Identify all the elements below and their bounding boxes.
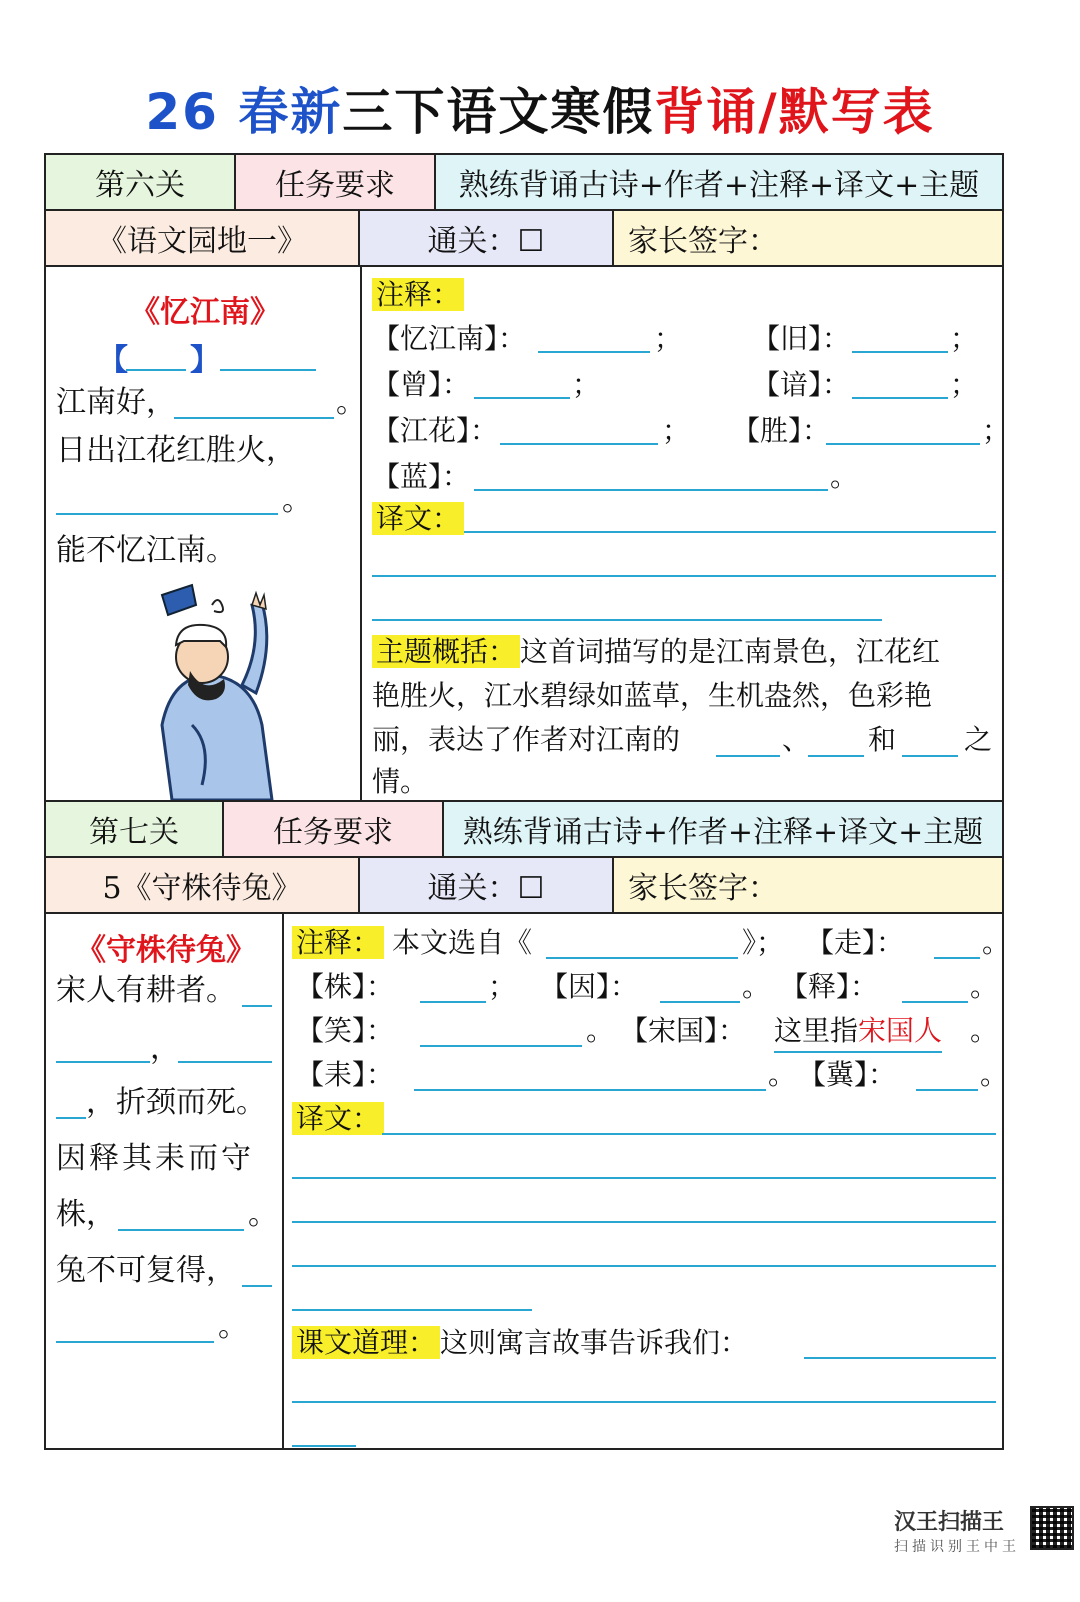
theme-blank-2[interactable] [808,755,864,757]
author-bracket-open: 【 [98,343,128,378]
translation-6-line-2[interactable] [372,575,996,577]
translation-6-line-3[interactable] [372,619,882,621]
note-an-end: ； [950,368,979,401]
scanner-brand: 汉王扫描王 [894,1510,1005,1535]
note-yijiangnan-blank[interactable] [538,351,650,353]
notes-label-6: 注释： [372,275,464,315]
note-an-blank[interactable] [852,397,948,399]
unit-6: 《语文园地一》 [46,211,360,267]
note-jianghua-blank[interactable] [500,443,658,445]
text-blank-5a[interactable] [242,1285,272,1287]
title-part-2: 三下语文寒假 [342,83,655,141]
pass-checkbox-7[interactable]: 通关：☐ [360,858,614,914]
translation-7-line-4[interactable] [292,1265,996,1267]
note-lan-blank[interactable] [474,489,828,491]
divider [360,267,362,802]
qr-code-icon [1030,1506,1074,1550]
note-source-post: 》； [742,926,785,959]
poem-line-1-end: 。 [336,385,366,420]
note-yijiangnan: 【忆江南】： [372,322,527,355]
poem-blank-1[interactable] [174,417,334,419]
theme-sep-1: 、 [782,723,811,756]
note-jianghua-end: ； [662,414,691,447]
note-songguo: 【宋国】： [620,1014,747,1047]
note-jiu: 【旧】： [752,322,851,355]
note-source-pre: 本文选自《 [392,926,533,959]
note-lei-blank[interactable] [414,1089,766,1091]
divider [282,914,284,1450]
scanner-sub: 扫描识别王中王 [894,1539,1020,1555]
note-zhu-blank[interactable] [420,1001,486,1003]
poem-blank-2[interactable] [56,513,278,515]
worksheet-table [44,153,1011,1450]
note-zou-end: 。 [982,926,1011,959]
text-line-4: 因释其耒而守 [56,1141,254,1176]
text-blank-2[interactable] [178,1061,272,1063]
note-xiao: 【笑】： [296,1014,395,1047]
note-ji-blank[interactable] [916,1089,978,1091]
translation-label-6: 译文： [372,499,464,539]
note-shi-end: 。 [970,970,999,1003]
text-blank-1b[interactable] [56,1061,150,1063]
theme-blank-1[interactable] [716,755,780,757]
moral-blank-3[interactable] [292,1445,356,1447]
note-songguo-answer: 这里指宋国人 [774,1011,942,1053]
poem-line-2: 日出江花红胜火， [56,433,296,468]
translation-6-line-1[interactable] [464,531,996,533]
task-label-7: 任务要求 [224,802,444,858]
note-lan: 【蓝】： [372,460,471,493]
moral-row: 课文道理： 这则寓言故事告诉我们： [292,1323,748,1363]
text-line-3: ，折颈而死。 [86,1085,266,1120]
moral-blank-1[interactable] [804,1357,996,1359]
title-part-3: 背诵/默写表 [654,83,935,141]
level-7-cell: 第七关 [46,802,224,858]
unit-7: 5《守株待兔》 [46,858,360,914]
poem-line-3-end: 。 [282,483,312,518]
note-songguo-end: 。 [970,1014,999,1047]
note-jianghua: 【江花】： [372,414,499,447]
note-ji: 【冀】： [798,1058,897,1091]
dynasty-blank[interactable] [126,369,186,371]
note-ceng-end: ； [572,368,601,401]
note-ji-end: 。 [980,1058,1009,1091]
theme-line-4: 情。 [372,765,429,798]
text-blank-4[interactable] [118,1229,244,1231]
translation-7-line-1[interactable] [382,1133,996,1135]
note-lei: 【耒】： [296,1058,395,1091]
task-label-6: 任务要求 [236,155,436,211]
text-period: 。 [248,1197,278,1232]
notes-label-7: 注释： [292,923,384,963]
note-yin-end: 。 [742,970,771,1003]
note-zou: 【走】： [806,926,905,959]
level-6-cell: 第六关 [46,155,236,211]
author-blank[interactable] [220,369,316,371]
pass-checkbox-6[interactable]: 通关：☐ [360,211,614,267]
text-end: 。 [218,1309,248,1344]
poem-title: 《忆江南》 [130,295,280,330]
note-sheng-end: ； [982,414,1011,447]
note-xiao-end: 。 [586,1014,615,1047]
poem-line-1: 江南好， [56,385,176,420]
note-source-blank[interactable] [546,957,738,959]
note-shi-blank[interactable] [902,1001,968,1003]
note-lan-end: 。 [830,460,859,493]
translation-7-line-3[interactable] [292,1221,996,1223]
theme-line-1: 主题概括： 这首词描写的是江南景色，江花红 [372,631,940,673]
note-sheng: 【胜】： [732,414,831,447]
note-jiu-blank[interactable] [852,351,948,353]
text-blank-3[interactable] [56,1117,86,1119]
note-jiu-end: ； [950,322,979,355]
text-title-7: 《守株待兔》 [76,933,256,968]
note-an: 【谙】： [752,368,851,401]
note-zou-blank[interactable] [934,957,980,959]
task-6: 熟练背诵古诗+作者+注释+译文+主题 [436,155,1002,211]
title-part-1: 26 春新 [145,83,343,141]
page-title [0,72,1080,144]
translation-7-line-5[interactable] [292,1309,532,1311]
text-line-5: 株， [56,1197,116,1232]
theme-line-3: 丽，表达了作者对江南的 [372,723,681,756]
task-7: 熟练背诵古诗+作者+注释+译文+主题 [444,802,1002,858]
note-yin-blank[interactable] [660,1001,740,1003]
text-blank-1a[interactable] [242,1005,272,1007]
note-zhu: 【株】： [296,970,395,1003]
text-line-6: 兔不可复得， [56,1253,236,1288]
text-line-1: 宋人有耕者。 [56,973,236,1008]
note-ceng: 【曾】： [372,368,471,401]
translation-label-7: 译文： [292,1099,384,1139]
theme-blank-3[interactable] [902,755,958,757]
translation-7-line-2[interactable] [292,1177,996,1179]
note-sheng-blank[interactable] [826,443,980,445]
note-yijiangnan-end: ； [654,322,683,355]
theme-line-2: 艳胜火，江水碧绿如蓝草，生机盎然，色彩艳 [372,679,933,712]
theme-sep-2: 和 [868,723,897,756]
note-lei-end: 。 [768,1058,797,1091]
author-bracket-close: 】 [190,343,220,378]
text-blank-5b[interactable] [56,1341,214,1343]
note-yin: 【因】： [540,970,639,1003]
note-ceng-blank[interactable] [474,397,570,399]
note-zhu-end: ； [488,970,517,1003]
moral-blank-2[interactable] [292,1401,996,1403]
theme-sep-3: 之 [964,723,993,756]
poet-illustration [132,575,292,800]
parent-signature-7[interactable]: 家长签字： [614,858,1002,914]
note-shi: 【释】： [780,970,879,1003]
parent-signature-6[interactable]: 家长签字： [614,211,1002,267]
scanner-logo [894,1505,1020,1556]
poem-line-4: 能不忆江南。 [56,533,236,568]
note-xiao-blank[interactable] [420,1045,582,1047]
text-comma: ， [150,1031,180,1066]
